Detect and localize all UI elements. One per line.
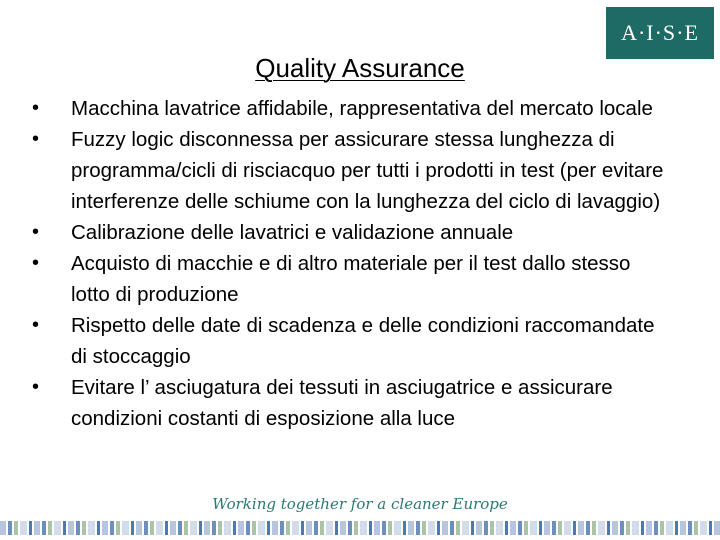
- bullet-dot-icon: •: [32, 97, 40, 119]
- bullet-list: [32, 93, 672, 434]
- bullet-text: Evitare l’ asciugatura dei tessuti in asciugatrice e assicurare condizioni costanti di esposizione alla luce: [71, 376, 613, 430]
- bullet-text: Fuzzy logic disconnessa per assicurare stessa lunghezza di programma/cicli di risciacquo per tutti i prodotti in test (per evitare interferenze delle schiume con la lunghezza del ciclo di lavaggio): [71, 128, 664, 213]
- bullet-item: [32, 217, 672, 248]
- slide-title-text: Quality Assurance: [255, 53, 465, 83]
- slide-title: [0, 52, 720, 84]
- bullet-dot-icon: •: [32, 128, 40, 150]
- bullet-item: [32, 248, 672, 310]
- bullet-dot-icon: •: [32, 314, 40, 336]
- bullet-text: Macchina lavatrice affidabile, rappresentativa del mercato locale: [71, 97, 653, 120]
- bullet-item: [32, 310, 672, 372]
- logo-text: A·I·S·E: [621, 20, 699, 45]
- bullet-item: [32, 372, 672, 434]
- bullet-dot-icon: •: [32, 221, 40, 243]
- bullet-text: Acquisto di macchie e di altro materiale per il test dallo stesso lotto di produzione: [71, 252, 631, 306]
- bullet-text: Calibrazione delle lavatrici e validazione annuale: [71, 221, 514, 244]
- bullet-item: [32, 124, 672, 217]
- footer-stripe: [0, 521, 720, 535]
- footer-banner: [0, 493, 720, 540]
- footer-tagline: Working together for a cleaner Europe: [212, 495, 508, 513]
- bullet-item: [32, 93, 672, 124]
- bullet-text: Rispetto delle date di scadenza e delle condizioni raccomandate di stoccaggio: [71, 314, 655, 368]
- bullet-dot-icon: •: [32, 376, 40, 398]
- bullet-dot-icon: •: [32, 252, 40, 274]
